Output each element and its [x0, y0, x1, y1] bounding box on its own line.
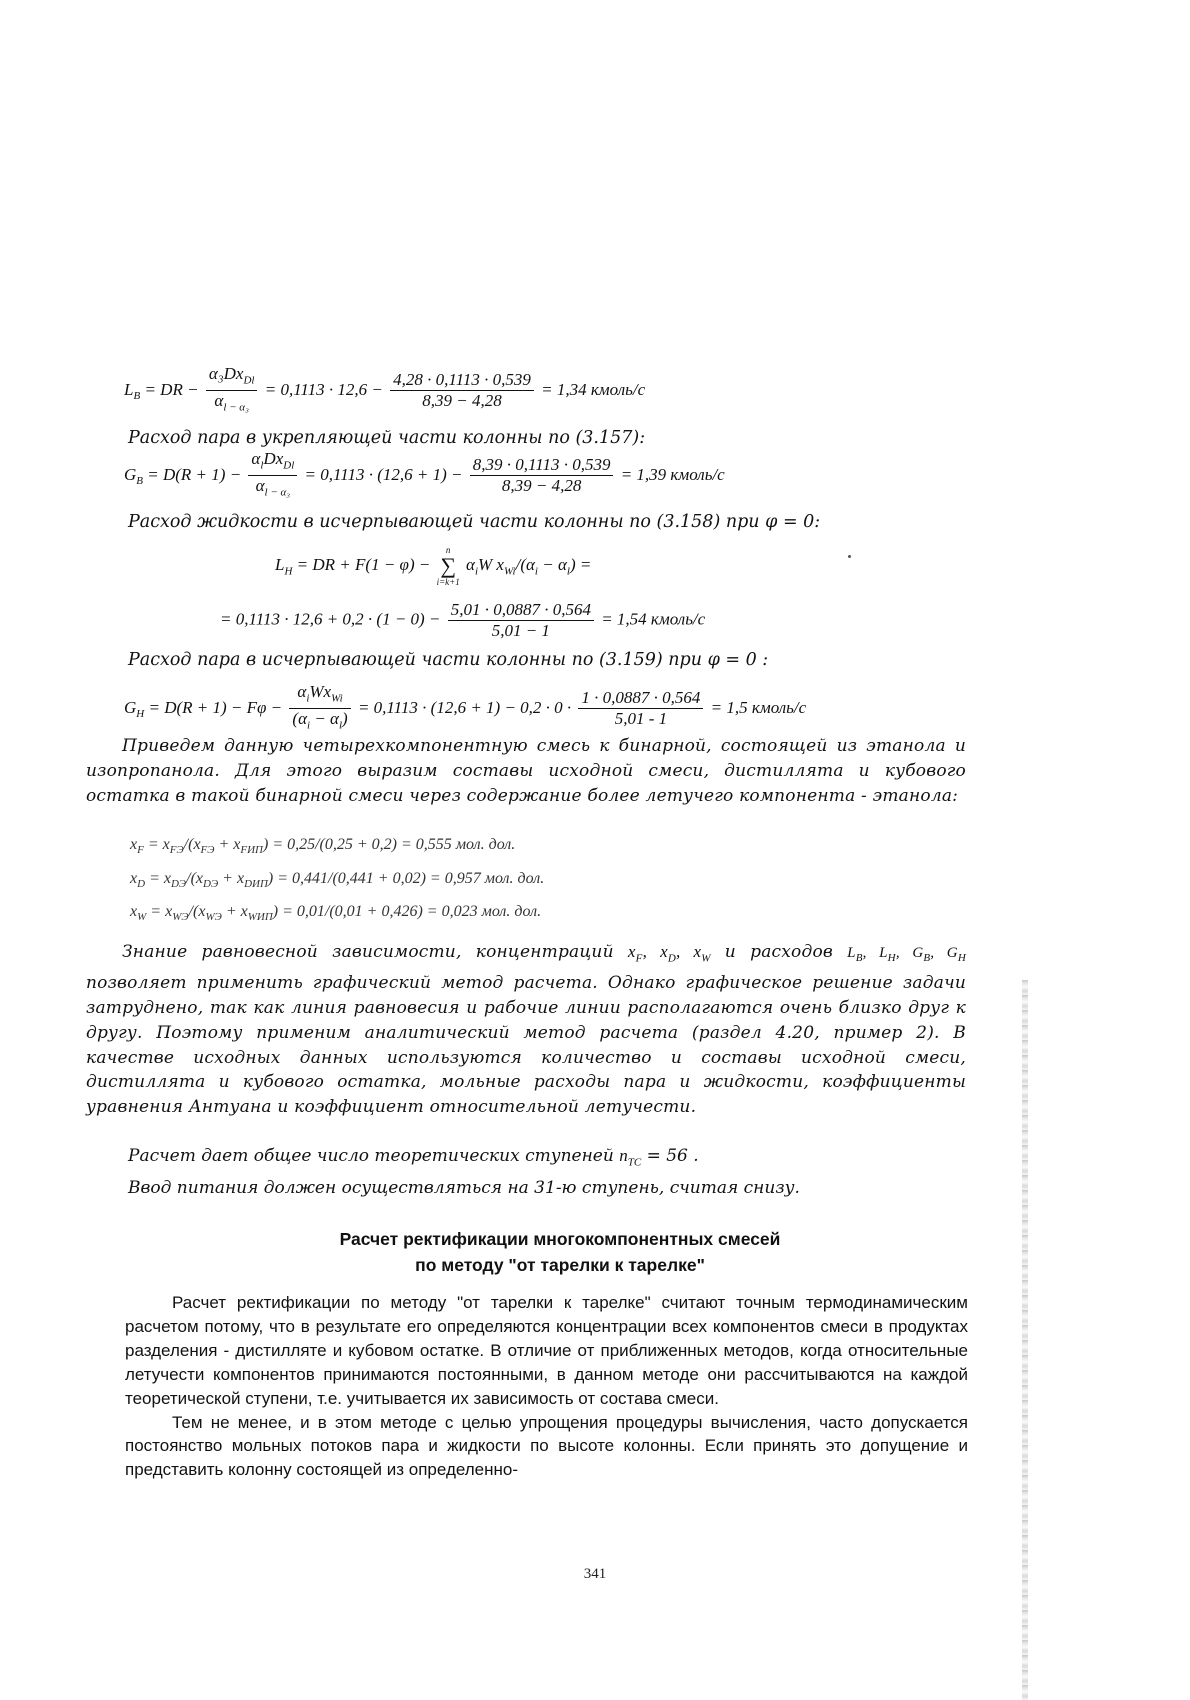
fraction: $\frac{4,28 \cdot 0,1113 \cdot 0,539}{8,39 - 4,28}$: [390, 370, 534, 411]
scan-edge-artifact: [1022, 980, 1028, 1700]
composition-xf: $x_F = x_{FЭ}/(x_{FЭ} + x_{FИП}) = 0,25/(0,25 + 0,2) = 0,555$ мол. дол.: [130, 836, 516, 857]
fraction: $\frac{8,39 \cdot 0,1113 \cdot 0,539}{8,39 - 4,28}$: [470, 455, 614, 496]
liquid-bottom-label: Расход жидкости в исчерпывающей части колонны по (3.158) при φ = 0:: [128, 512, 821, 532]
section-body: [125, 1291, 968, 1482]
section-heading-line1: Расчет ректификации многокомпонентных смесей: [339, 1229, 781, 1249]
fraction: $\frac{\alpha_iWx_{Wi}}{(\alpha_i - \alpha_l)}$: [289, 682, 350, 736]
section-paragraph-2: Тем не менее, и в этом методе с целью упрощения процедуры вычисления, часто допускается постоянство мольных потоков пара и жидкости по высоте колонны. Если принять это допущение и представить колонну состоящей из определенно-: [125, 1412, 968, 1480]
result-line: Расчет дает общее число теоретических ступеней $n_{ТС} = 56$ .: [128, 1146, 699, 1169]
knowledge-paragraph: Знание равновесной зависимости, концентраций $x_F$, $x_D$, $x_W$ и расходов $L_В$, $L_Н$, $G_В$, $G_Н$ позволяет применить графический метод расчета. Однако графическое решение задачи затруднено, так как линия равновесия и рабочие линии располагаются очень близко друг к другу. Поэтому применим аналитический метод расчета (раздел 4.20, пример 2). В качестве исходных данных используются количество и составы исходной смеси, дистиллята и кубового остатка, мольные расходы пара и жидкости, коэффициенты уравнения Антуана и коэффициент относительной летучести.: [86, 942, 966, 1118]
scan-dot-artifact: [848, 555, 851, 558]
composition-xw: $x_W = x_{WЭ}/(x_{WЭ} + x_{WИП}) = 0,01/(0,01 + 0,426) = 0,023$ мол. дол.: [130, 903, 542, 924]
feed-line: Ввод питания должен осуществляться на 31-ю ступень, считая снизу.: [128, 1178, 800, 1198]
fraction: $\frac{\alpha_3Dx_{Dl}}{\alpha_{l - \alpha_3}}$: [206, 364, 258, 418]
binary-paragraph: Приведем данную четырехкомпонентную смесь к бинарной, состоящей из этанола и изопропанола. Для этого выразим составы исходной смеси, дистиллята и кубового остатка в такой бинарной смеси через содержание более летучего компонента - этанола:: [86, 736, 966, 806]
section-heading-line2: по методу "от тарелки к тарелке": [415, 1255, 705, 1275]
sum-symbol: n ∑ i=k+1: [436, 545, 460, 587]
formula-gb: $G_В = D(R + 1)$ − $\frac{\alpha_lDx_{Dl}}{\alpha_{l - \alpha_3}}$ = 0,1113 · (12,6 + 1) − $\frac{8,39 \cdot 0,1113 \cdot 0,539}{8,39 - 4,28}$ = 1,39 кмоль/с: [124, 449, 725, 503]
page-number: 341: [583, 1566, 607, 1582]
formula-lb: $L_В$ = DR − $\frac{\alpha_3Dx_{Dl}}{\alpha_{l - \alpha_3}}$ = 0,1113 · 12,6 − $\frac{4,28 \cdot 0,1113 \cdot 0,539}{8,39 - 4,28}$ = 1,34 кмоль/с: [124, 364, 645, 418]
formula-gh: $G_Н = D(R + 1) - F\varphi$ − $\frac{\alpha_iWx_{Wi}}{(\alpha_i - \alpha_l)}$ = 0,1113 · (12,6 + 1) − 0,2 · 0 · $\frac{1 \cdot 0,0887 \cdot 0,564}{5,01 - 1}$ = 1,5 кмоль/с: [124, 682, 806, 736]
fraction: $\frac{\alpha_lDx_{Dl}}{\alpha_{l - \alpha_3}}$: [248, 449, 297, 503]
fraction: $\frac{5,01 \cdot 0,0887 \cdot 0,564}{5,01 - 1}$: [448, 600, 594, 641]
vapor-top-label: Расход пара в укрепляющей части колонны по (3.157):: [128, 428, 646, 448]
fraction: $\frac{1 \cdot 0,0887 \cdot 0,564}{5,01 - 1}$: [578, 688, 703, 729]
vapor-bottom-label: Расход пара в исчерпывающей части колонны по (3.159) при φ = 0 :: [128, 650, 769, 670]
section-heading: [160, 1226, 960, 1278]
formula-lh-line2: = 0,1113 · 12,6 + 0,2 · (1 − 0) − $\frac{5,01 \cdot 0,0887 \cdot 0,564}{5,01 - 1}$ = 1,54 кмоль/с: [220, 600, 706, 640]
composition-xd: $x_D = x_{DЭ}/(x_{DЭ} + x_{DИП}) = 0,441/(0,441 + 0,02) = 0,957$ мол. дол.: [130, 870, 545, 891]
formula-lh-line1: $L_Н$ = DR + F(1 − φ) − n ∑ i=k+1 $\alpha_iW$ $x_{Wi}/(\alpha_i - \alpha_l)$ =: [275, 545, 592, 587]
section-paragraph-1: Расчет ректификации по методу "от тарелки к тарелке" считают точным термодинамическим расчетом потому, что в результате его определяются концентрации всех компонентов смеси в продуктах разделения - дистилляте и кубовом остатке. В отличие от приближенных методов, когда относительные летучести компонентов принимаются постоянными, в данном методе они рассчитываются на каждой теоретической ступени, т.е. учитывается их зависимость от состава смеси.: [125, 1293, 968, 1408]
